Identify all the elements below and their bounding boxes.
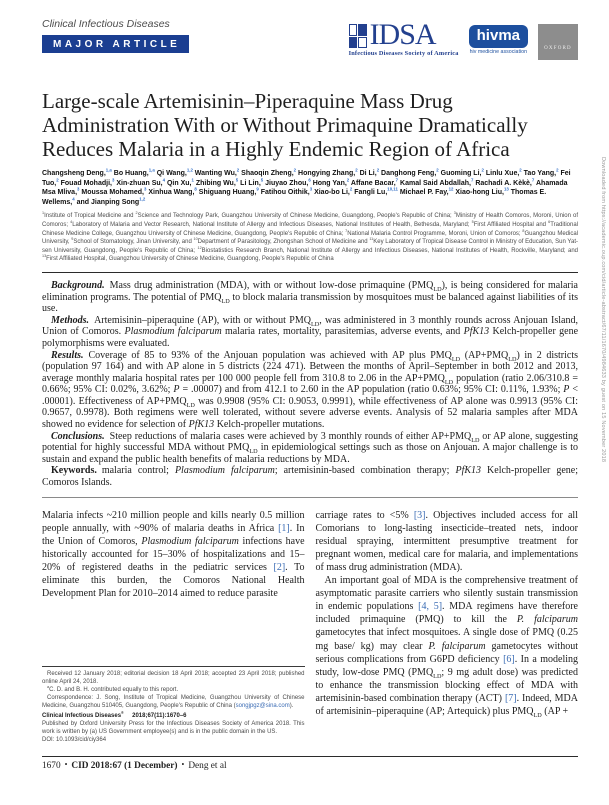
body-paragraph-left: Malaria infects ~210 million people and kills nearly 0.5 million people annually, with ~90% of malaria deaths in Africa [1]. In the Union of Comoros, Plasmodium falciparum infections have historically accounted for 15–30% of hospitalizations and 15–20% of registered deaths in the pediatric services [2]. To eliminate this burden, the Comoros National Health Development Plan for 2010–2014 aimed to reduce parasite — [42, 509, 305, 600]
article-type-badge: MAJOR ARTICLE — [42, 35, 189, 53]
journal-header — [42, 18, 578, 60]
logo-group — [348, 18, 578, 60]
abstract-conclusions — [42, 431, 578, 466]
idsa-tagline: Infectious Diseases Society of America — [348, 50, 459, 57]
footer-page-number: 1670 — [42, 761, 61, 771]
hivma-logo — [469, 25, 528, 55]
right-column — [316, 509, 579, 745]
abstract-top-divider — [42, 272, 578, 273]
footer-bullet: • — [62, 760, 70, 769]
body-paragraph-right-1: carriage rates to <5% [3]. Objectives included access for all Comorians to long-lasting insecticide–treated nets, indoor residual spraying, intermittent presumptive treatment for pregnant women, medical care for malaria, and implementations of mass drug administration (MDA). — [315, 509, 578, 573]
footnotes-block — [42, 666, 305, 744]
journal-header-left — [42, 18, 189, 53]
page-footer — [42, 756, 578, 771]
idsa-logo — [348, 18, 459, 57]
abstract-keywords — [42, 465, 578, 488]
footer-bullet: • — [179, 760, 187, 769]
idsa-logo-row — [349, 18, 459, 51]
abstract-keywords-text: malaria control; Plasmodium falciparum; artemisinin-based combination therapy; PfK13 Kelch-propeller gene; Comoros Islands. — [42, 465, 578, 489]
abstract-methods — [42, 315, 578, 350]
oxford-logo: OXFORD — [538, 24, 578, 60]
body-paragraph-right-2: An important goal of MDA is the comprehensive treatment of asymptomatic parasite carriers who silently sustain transmission in endemic populations [4, 5]. MDA regimens have therefore included primaquine (PMQ) to kill the P. falciparum gametocytes that infect mosquitoes. A single dose of PMQ (0.25 mg base/ kg) may clear P. falciparum gametocytes without serious complications from G6PD deficiency [6]. In a modeling study, low-dose PMQ ($PMQ_{LD}$; 9 mg adult dose) was predicted to enhance the transmission blocking effect of MDA with artemisinin-based combination therapy (ACT) [7]. Indeed, MDA of artemisinin–piperaquine (AP; Artequick) plus $PMQ_{LD}$ (AP + — [315, 575, 579, 720]
abstract-background — [42, 280, 578, 315]
abstract-bottom-divider — [42, 497, 578, 498]
abstract-conclusions-label: Conclusions. — [51, 430, 105, 442]
download-provenance-note: Downloaded from https://academic.oup.com/cid/article-abstract/67/11/1670/4984633 by guest on 15 November 2018 — [600, 157, 606, 463]
abstract-results-label: Results. — [51, 349, 84, 361]
authors-line: Changsheng Deng,$^{1,a}$ Bo Huang,$^{1,a}$ Qi Wang,$^{1,2}$ Wanting Wu,$^2$ Shaoqin Zheng,$^2$ Hongying Zhang,$^2$ Di Li,$^2$ Danghong Feng,$^2$ Guoming Li,$^2$ Linlu Xue,$^2$ Tao Yang,$^2$ Fei Tuo,$^2$ Fouad Mohadji,$^3$ Xin-zhuan Su,$^4$ Qin Xu,$^1$ Zhibing Wu,$^5$ Li Lin,$^5$ Jiuyao Zhou,$^6$ Hong Yan,$^2$ Affane Bacar,$^7$ Kamal Said Abdallah,$^7$ Rachadi A. Kèkè,$^7$ Ahamada Msa Mliva,$^3$ Moussa Mohamed,$^3$ Xinhua Wang,$^8$ Shiguang Huang,$^9$ Fatihou Oithik,$^3$ Xiao-bo Li,$^2$ Fangli Lu,$^{10,11}$ Michael P. Fay,$^{12}$ Xiao-hong Liu,$^{13}$ Thomas E. Wellems,$^4$ and Jianping Song$^{1,2}$ — [42, 167, 571, 206]
footnote-contribution: $^a$C. D. and B. H. contributed equally to this report. — [47, 685, 179, 694]
footnote-doi: DOI: 10.1093/cid/ciy364 — [42, 736, 107, 743]
abstract-keywords-label: Keywords. — [51, 465, 97, 477]
footnote-correspondence: Correspondence: J. Song, Institute of Tropical Medicine, Guangzhou University of Chinese Medicine, Guangzhou 510405, Guangdong, People's Republic of China (songjpgz@sina.com). — [42, 695, 305, 710]
article-title: Large-scale Artemisinin–Piperaquine Mass Drug Administration With or Without Primaquine Dramatically Reduces Malaria in a Highly Endemic Region of Africa — [42, 89, 528, 161]
footnote-publisher: Published by Oxford University Press for the Infectious Diseases Society of America 2018. This work is written by (a) US Government employee(s) and is in the public domain in the US. — [42, 720, 305, 735]
idsa-emblem-icon — [349, 24, 367, 48]
idsa-emblem-cell — [349, 24, 358, 36]
abstract-conclusions-text: Steep reductions of malaria cases were achieved by 3 monthly rounds of either $AP+PMQ_{LD}$ or AP alone, suggesting potential for highly successful MDA without $PMQ_{LD}$ in epidemiological settings such as those on Anjouan. A major challenge is to sustain and expand the public health benefits of malaria reductions by MDA. — [42, 430, 578, 465]
abstract — [42, 280, 578, 489]
abstract-results-text: Coverage of 85 to 93% of the Anjouan population was achieved with AP plus $PMQ_{LD}$ $(AP+PMQ_{LD})$ in 2 districts (population 97 164) and with AP alone in 5 districts (224 471). Between the months of April–September in both 2012 and 2013, average monthly malaria hospital rates per 100 000 people fell from 310.8 to 2.06 in the $AP+PMQ_{LD}$ population (ratio 2.06/310.8 = 0.66%; 95% CI: 0.02%, 3.62%; P = .00007) and from 412.1 to 2.60 in the AP population (ratio 0.63%; 95% CI: 0.11%, 1.93%; P < .00001). Effectiveness of $AP+PMQ_{LD}$ was 0.9908 (95% CI: 0.9053, 0.9991), while effectiveness of AP alone was 0.9913 (95% CI: 0.9657, 0.9978). Both regimens were well tolerated, without severe adverse events. Analysis of 52 malaria samples after MDA showed no evidence for selection of PfK13 Kelch-propeller mutations. — [42, 349, 579, 431]
idsa-emblem-cell — [358, 24, 367, 36]
affiliations: $^1$Institute of Tropical Medicine and $^2$Science and Technology Park, Guangzhou University of Chinese Medicine, Guangdong, People's Republic of China; $^3$Ministry of Health Comoros, Moroni, Union of Comoros; $^4$Laboratory of Malaria and Vector Research, National Institute of Allergy and Infectious Diseases, National Institutes of Health, Bethesda, Maryland; $^5$First Affiliated Hospital and $^6$Traditional Chinese Medicine College, Guangzhou University of Chinese Medicine, Guangdong, People's Republic of China; $^7$National Malaria Control Programme, Moroni, Union of Comoros; $^8$Guangzhou Medical University, $^9$School of Stomatology, Jinan University, and $^{10}$Department of Parasitology, Zhongshan School of Medicine and $^{11}$Key Laboratory of Tropical Disease Control in Ministry of Education, Sun Yat-sen University, Guangdong, People's Republic of China; $^{12}$Biostatistics Research Branch, National Institute of Allergy and Infectious Diseases, National Institutes of Health, Rockville, Maryland; and $^{13}$First Affiliated Hospital, Guangzhou University of Chinese Medicine, Guangdong, People's Republic of China — [42, 211, 578, 263]
idsa-emblem-cell — [349, 37, 358, 49]
footer-authors-short: Deng et al — [188, 761, 227, 771]
left-column — [42, 509, 305, 745]
abstract-background-text: Mass drug administration (MDA), with or without low-dose primaquine $(PMQ_{LD})$, is being considered for malaria elimination programs. The potential of $PMQ_{LD}$ to block malaria transmission by mosquitoes must be balanced against liabilities of its use. — [42, 279, 578, 315]
idsa-emblem-cell — [358, 37, 367, 49]
abstract-methods-label: Methods. — [51, 314, 90, 326]
footnote-received: Received 12 January 2018; editorial decision 18 April 2018; accepted 23 April 2018; published online April 24, 2018. — [42, 671, 305, 686]
footer-citation: CID 2018:67 (1 December) — [71, 761, 178, 771]
journal-name: Clinical Infectious Diseases — [42, 18, 170, 30]
abstract-background-label: Background. — [51, 279, 105, 291]
body-columns — [42, 509, 578, 745]
hivma-wordmark: hivma — [469, 25, 528, 48]
idsa-wordmark: IDSA — [369, 18, 436, 51]
abstract-results — [42, 350, 578, 431]
hivma-tagline: hiv medicine association — [469, 49, 528, 55]
footnote-journal-citation: Clinical Infectious Diseases® 2018;67(11):1670–6 — [42, 711, 187, 719]
abstract-methods-text: Artemisinin–piperaquine (AP), with or without $PMQ_{LD}$, was administered in 3 monthly rounds across Anjouan Island, Union of Comoros. Plasmodium falciparum malaria rates, mortality, parasitemias, adverse events, and PfK13 Kelch-propeller gene polymorphisms were evaluated. — [42, 314, 579, 349]
